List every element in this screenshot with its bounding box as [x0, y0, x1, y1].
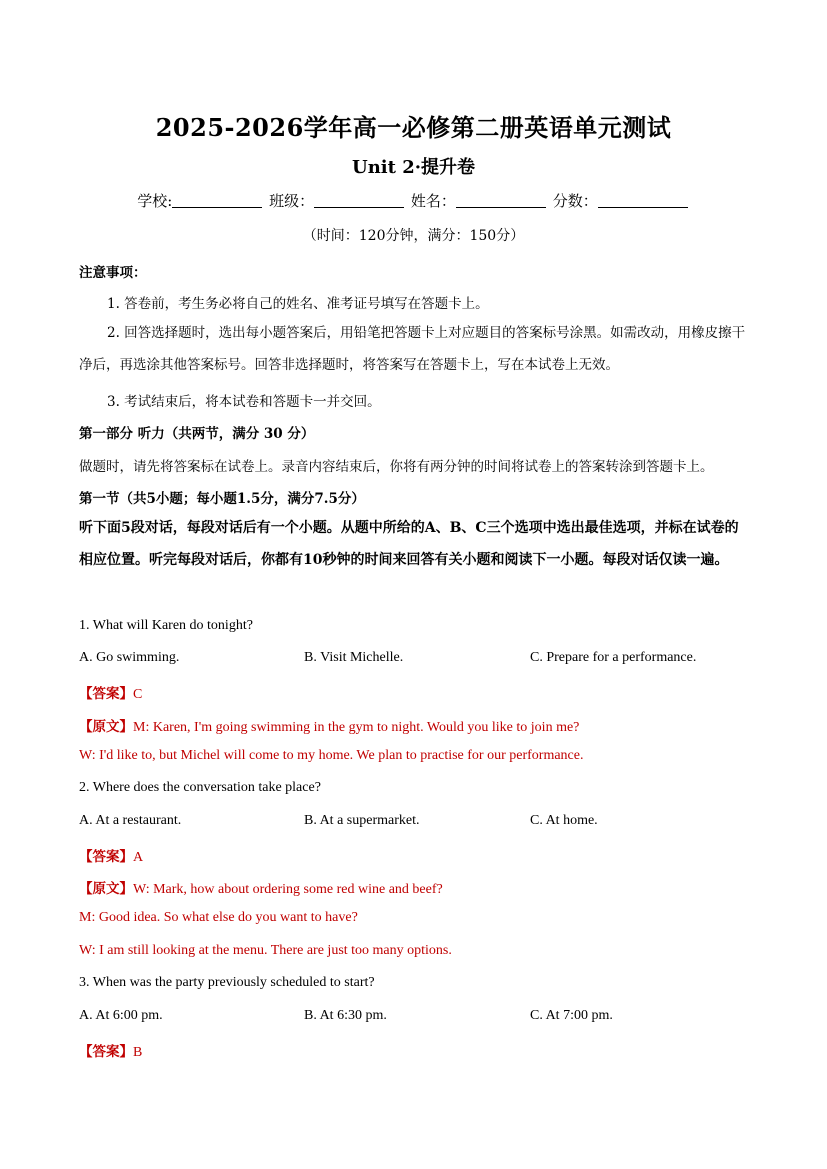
notice-heading: 注意事项： [79, 265, 147, 281]
section1-instruction: 听下面5段对话，每段对话后有一个小题。从题中所给的A、B、C三个选项中选出最佳选项，并标在试卷的相应位置。听完每段对话后，你都有10秒钟的时间来回答有关小题和阅读下一小题。每段对话仅读一遍。 [79, 520, 739, 568]
field-class-label: 班级： [269, 192, 315, 210]
answer-value: A [133, 850, 144, 865]
script-line: W: Mark, how about ordering some red wine and beef? [133, 882, 443, 897]
question-2-option-a: A. At a restaurant. [79, 813, 182, 828]
question-3-option-a: A. At 6:00 pm. [79, 1008, 163, 1023]
notice-item-3: 3. 考试结束后，将本试卷和答题卡一并交回。 [107, 394, 381, 410]
answer-label: 【答案】 [79, 686, 133, 702]
field-score-blank[interactable] [598, 193, 688, 208]
question-3-option-b: B. At 6:30 pm. [304, 1008, 387, 1023]
field-score-label: 分数： [552, 192, 598, 210]
time-note: （时间：120分钟，满分：150分） [302, 228, 525, 244]
answer-label: 【答案】 [79, 849, 133, 865]
section1-heading: 第一节（共5小题；每小题1.5分，满分7.5分） [79, 491, 365, 507]
question-1-answer [79, 682, 142, 703]
field-class-blank[interactable] [314, 193, 404, 208]
question-3-stem: 3. When was the party previously scheduled to start? [79, 975, 375, 990]
answer-label: 【答案】 [79, 1044, 133, 1060]
question-1-option-b: B. Visit Michelle. [304, 650, 404, 665]
question-1-option-c: C. Prepare for a performance. [530, 650, 697, 665]
answer-value: C [133, 687, 143, 702]
answer-value: B [133, 1045, 143, 1060]
field-school-label: 学校: [137, 192, 173, 210]
page-subtitle: Unit 2·提升卷 [352, 157, 475, 178]
field-school-blank[interactable] [172, 193, 262, 208]
question-2-option-c: C. At home. [530, 813, 598, 828]
question-1-stem: 1. What will Karen do tonight? [79, 618, 253, 633]
question-3-option-c: C. At 7:00 pm. [530, 1008, 613, 1023]
question-2-script-line-3: W: I am still looking at the menu. There are just too many options. [79, 943, 452, 958]
notice-item-2: 2. 回答选择题时，选出每小题答案后，用铅笔把答题卡上对应题目的答案标号涂黑。如需改动，用橡皮擦干净后，再选涂其他答案标号。回答非选择题时，将答案写在答题卡上，写在本试卷上无效。 [79, 325, 746, 373]
field-name-label: 姓名： [410, 192, 456, 210]
question-1-option-a: A. Go swimming. [79, 650, 180, 665]
question-2-answer [79, 845, 143, 866]
part1-heading: 第一部分 听力（共两节，满分 30 分） [79, 426, 315, 442]
question-1-script-line-1 [79, 715, 579, 736]
script-line: M: Karen, I'm going swimming in the gym to night. Would you like to join me? [133, 720, 580, 735]
question-1-script-line-2: W: I'd like to, but Michel will come to my home. We plan to practise for our performance. [79, 748, 584, 763]
script-label: 【原文】 [79, 719, 133, 735]
question-2-script-line-2: M: Good idea. So what else do you want to have? [79, 910, 358, 925]
question-2-stem: 2. Where does the conversation take place? [79, 780, 321, 795]
question-2-script-line-1 [79, 877, 443, 898]
notice-item-1: 1. 答卷前，考生务必将自己的姓名、准考证号填写在答题卡上。 [107, 296, 489, 312]
page-title: 2025-2026学年高一必修第二册英语单元测试 [155, 113, 672, 142]
script-label: 【原文】 [79, 881, 133, 897]
question-2-option-b: B. At a supermarket. [304, 813, 420, 828]
field-name-blank[interactable] [456, 193, 546, 208]
part1-instruction: 做题时，请先将答案标在试卷上。录音内容结束后，你将有两分钟的时间将试卷上的答案转涂到答题卡上。 [79, 459, 714, 475]
question-3-answer [79, 1040, 142, 1061]
student-info-fields [0, 190, 827, 211]
